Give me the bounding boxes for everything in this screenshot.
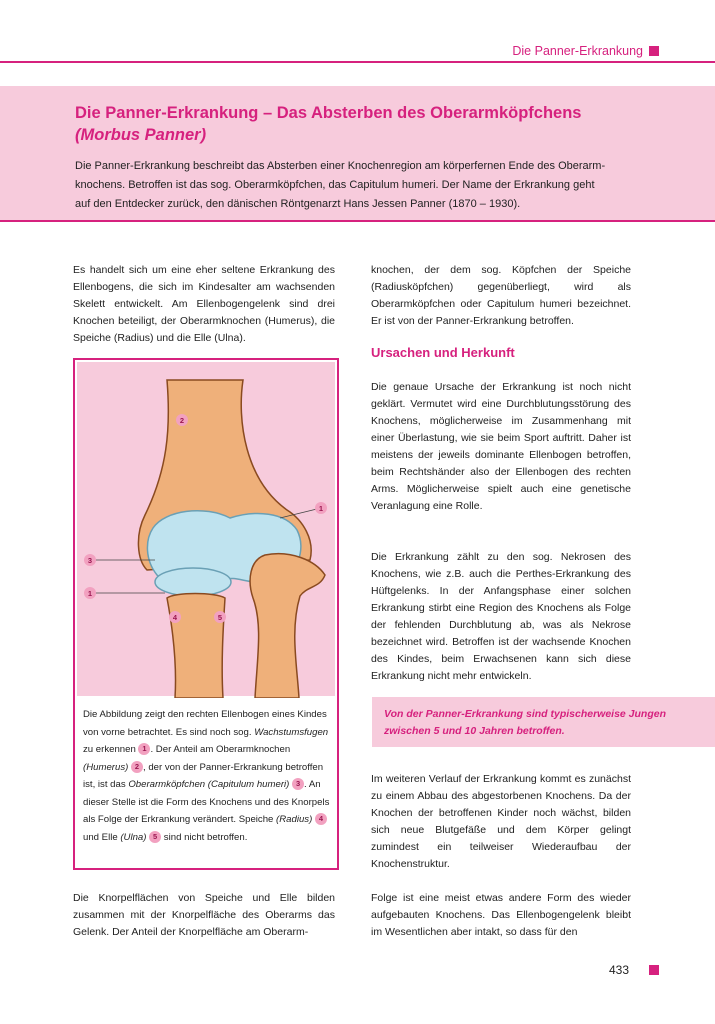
marker-5 [214,611,226,623]
page-number: 433 [608,963,629,977]
svg-text:1: 1 [318,504,324,513]
chapter-title-sub: (Morbus Panner) [75,126,207,144]
marker-3 [84,554,96,566]
paragraph-causes: Die genaue Ursache der Erkrankung ist noch nicht geklärt. Vermutet wird eine Durchblutungsstörung des Knochens, möglicherweise im Zusammenhang mit einer Überlastung, wie sie beim Sport auftritt. Daher ist meistens der jeweils dominante Ellenbogen betroffen, beim Rechtshänder also der Ellenbogen des rechten Arms. Möglicherweise spielt auch eine genetische Veranlagung eine Rolle. [371,381,631,512]
caption-marker-3: 3 [292,778,304,790]
elbow-illustration [75,360,337,698]
running-header-title: Die Panner-Erkrankung [512,44,643,58]
chapter-title [75,102,675,146]
svg-text:5: 5 [217,613,223,622]
right-column-causes [371,379,631,515]
intro-rule [0,220,715,222]
header-marker-square [649,46,659,56]
marker-1-right [315,502,327,514]
svg-text:2: 2 [179,416,185,425]
chapter-title-main: Die Panner-Erkrankung – Das Absterben des Oberarmköpfchens [75,104,582,122]
left-column-para-2 [73,890,335,941]
right-column-course [371,771,631,873]
marker-1-left [84,587,96,599]
right-column-top [371,262,631,330]
left-column-para-1 [73,262,335,347]
paragraph-necrosis: Die Erkrankung zählt zu den sog. Nekrosen des Knochens, wie z.B. auch die Perthes-Erkrankung des Hüftgelenks. In der Anfangsphase einer solchen Erkrankung stirbt eine Region des Knochens als Folge der fehlenden Durchblutung ab, was als Nekrose bezeichnet wird. Betroffen ist der wachsende Knochen des Kindes, beim Erwachsenen kann sich diese Erkrankung nicht mehr entwickeln. [371,551,631,682]
svg-text:1: 1 [87,589,93,598]
right-column-necrosis [371,549,631,685]
header-rule [0,61,715,63]
paragraph-course: Im weiteren Verlauf der Erkrankung kommt es zunächst zu einem Abbau des abgestorbenen Knochens. Da der Knochen der betroffenen Kinder noch wächst, bilden sich neue Blutgefäße und dem Körper gelingt zumindest ein teilweiser Wiederaufbau der Knochenstruktur. [371,773,631,870]
radius-bone [167,594,225,699]
footer-marker-square [649,965,659,975]
intro-text [75,157,650,214]
marker-2 [176,414,188,426]
svg-text:3: 3 [87,556,93,565]
radius-head [155,568,231,596]
intro-line-3: auf den Entdecker zurück, den dänischen Röntgenarzt Hans Jessen Panner (1870 – 1930). [75,198,521,210]
caption-marker-1: 1 [138,743,150,755]
svg-text:4: 4 [172,613,178,622]
right-column-end [371,890,631,941]
highlight-text: Von der Panner-Erkrankung sind typischerweise Jungen zwischen 5 und 10 Jahren betroffen. [384,708,667,737]
paragraph-cartilage: Die Knorpelflächen von Speiche und Elle bilden zusammen mit der Knorpelfläche des Oberarms das Gelenk. Der Anteil der Knorpelfläche am Oberarm- [73,892,335,938]
intro-line-2: knochens. Betroffen ist das sog. Oberarmköpfchen, das Capitulum humeri. Der Name der Erkrankung geht [75,179,595,191]
paragraph-capitulum: knochen, der dem sog. Köpfchen der Speiche (Radiusköpfchen) gegenüberliegt, wird als Oberarmköpfchen oder Capitulum humeri bezeichnet. Er ist von der Panner-Erkrankung betroffen. [371,264,631,327]
paragraph-outcome: Folge ist eine meist etwas andere Form des wieder aufgebauten Knochens. Das Ellenbogengelenk bleibt im Wesentlichen aber intakt, so dass für den [371,892,631,938]
marker-4 [169,611,181,623]
figure-caption: Die Abbildung zeigt den rechten Ellenbogen eines Kindes von vorne betrachtet. Es sind noch sog. Wachstumsfugen zu erkennen 1 . Der Anteil am Oberarmknochen (Humerus) 2 , der von der Panner-Erkrankung betroffen ist, ist das Oberarmköpfchen (Capitulum humeri) 3 . An dieser Stelle ist die Form des Knochens und des Knorpels als Folge der Erkrankung verändert. Speiche (Radius) 4 und Elle (Ulna) 5 sind nicht betroffen. [83,709,330,843]
caption-marker-4: 4 [315,813,327,825]
paragraph-intro: Es handelt sich um eine eher seltene Erkrankung des Ellenbogens, die sich im Kindesalter am wachsenden Skelett entwickelt. Am Ellenbogengelenk sind drei Knochen beteiligt, der Oberarmknochen (Humerus), die Speiche (Radius) und die Elle (Ulna). [73,264,335,344]
intro-line-1: Die Panner-Erkrankung beschreibt das Absterben einer Knochenregion am körperfernen Ende des Oberarm- [75,160,606,172]
caption-marker-5: 5 [149,831,161,843]
caption-marker-2: 2 [131,761,143,773]
section-heading-causes: Ursachen und Herkunft [371,345,515,360]
figure-elbow [73,358,339,870]
